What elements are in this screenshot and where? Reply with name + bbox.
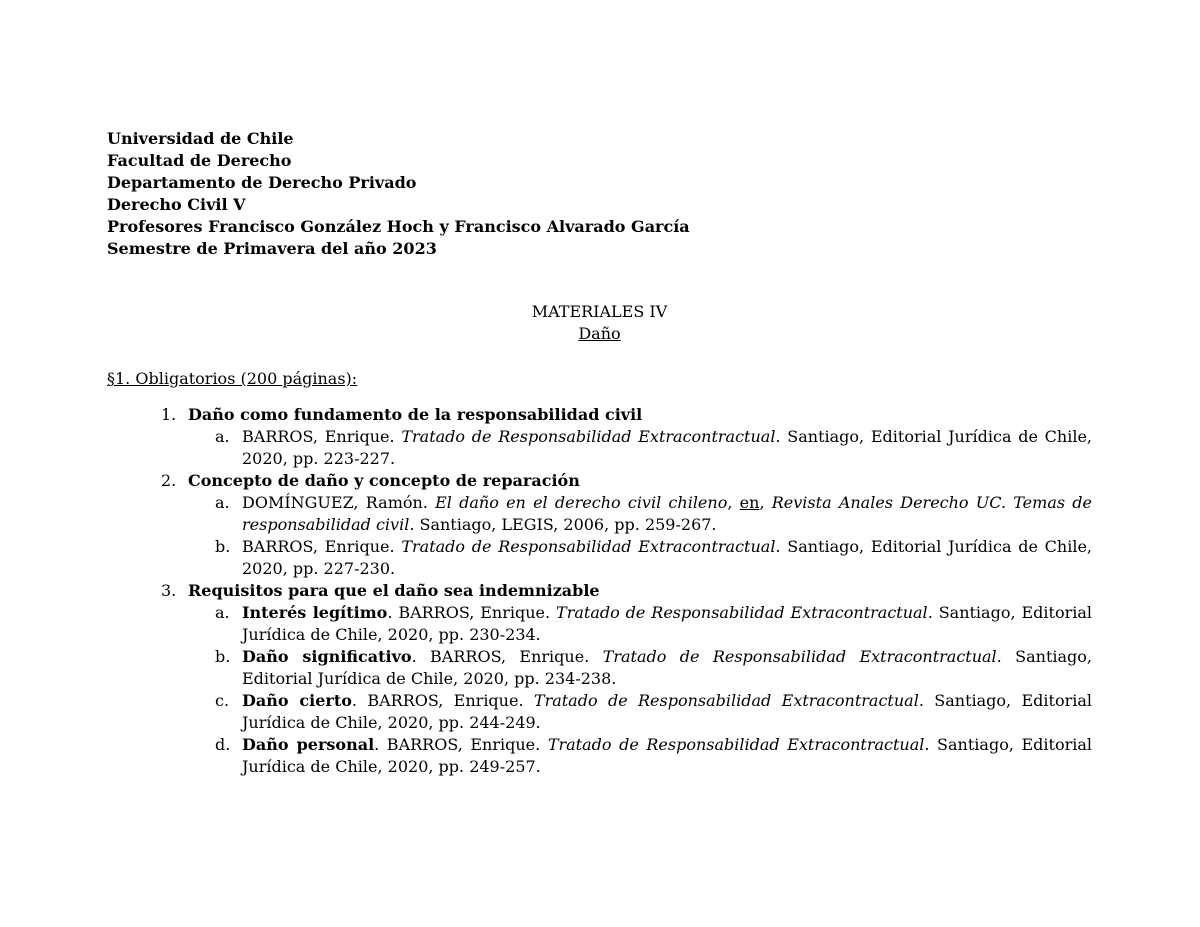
reference-en: en (739, 493, 760, 512)
reference-lead-term: Daño significativo (242, 647, 412, 666)
reference-author: . BARROS, Enrique. (351, 691, 534, 710)
header-faculty: Facultad de Derecho (107, 151, 292, 170)
reference-letter: c. (215, 691, 230, 710)
reference-publication: . Santiago, Editorial Jurídica de Chile, 2020, pp. 244-249. (242, 691, 1092, 732)
header-university: Universidad de Chile (107, 129, 294, 148)
reference-item (188, 536, 1092, 580)
reference-letter: a. (215, 427, 230, 446)
reference-letter: a. (215, 603, 230, 622)
header-semester: Semestre de Primavera del año 2023 (107, 239, 437, 258)
reference-book-title: Tratado de Responsabilidad Extracontractual (401, 537, 776, 556)
reference-letter: d. (215, 735, 231, 754)
reference-book-title: Tratado de Responsabilidad Extracontractual (602, 647, 997, 666)
reference-item (188, 492, 1092, 536)
reference-book-title: Tratado de Responsabilidad Extracontractual (547, 735, 925, 754)
reference-item (188, 602, 1092, 646)
document-title: MATERIALES IV (531, 302, 668, 321)
reference-item (188, 690, 1092, 734)
section-heading: §1. Obligatorios (200 páginas): (107, 369, 358, 388)
reference-publication: . Santiago, Editorial Jurídica de Chile, 2020, pp. 249-257. (242, 735, 1093, 776)
reference-list (188, 602, 1092, 778)
reference-book-title: Tratado de Responsabilidad Extracontractual (401, 427, 776, 446)
header-professors: Profesores Francisco González Hoch y Francisco Alvarado García (107, 217, 690, 236)
topic-number: 2. (161, 471, 177, 490)
topic-title: Requisitos para que el daño sea indemnizable (188, 581, 600, 600)
reference-letter: a. (215, 493, 230, 512)
reference-item (188, 734, 1092, 778)
document-subtitle: Daño (578, 324, 621, 343)
reference-article-title: El daño en el derecho civil chileno (435, 493, 728, 512)
document-title-block (107, 301, 1092, 345)
reference-letter: b. (215, 537, 231, 556)
reference-author: BARROS, Enrique. (242, 427, 402, 446)
reference-book-title: Tratado de Responsabilidad Extracontractual (556, 603, 928, 622)
reference-separator: , (727, 493, 740, 512)
topic-number: 3. (161, 581, 177, 600)
reference-book-title: Tratado de Responsabilidad Extracontractual (533, 691, 919, 710)
reference-publication: . Santiago, Editorial Jurídica de Chile, 2020, pp. 230-234. (242, 603, 1092, 644)
reference-item (188, 426, 1092, 470)
reference-publication: . Santiago, Editorial Jurídica de Chile, 2020, pp. 234-238. (242, 647, 1092, 688)
topic-item (107, 470, 1092, 580)
topic-item (107, 580, 1092, 778)
reference-item (188, 646, 1092, 690)
reference-author: . BARROS, Enrique. (387, 603, 557, 622)
topic-number: 1. (161, 405, 177, 424)
reference-author: BARROS, Enrique. (242, 537, 402, 556)
document-page (107, 128, 1092, 778)
reference-journal-title: Revista Anales Derecho UC. Temas de responsabilidad civil (242, 493, 1093, 534)
reference-lead-term: Daño cierto (242, 691, 352, 710)
reference-list (188, 426, 1092, 470)
reference-author: . BARROS, Enrique. (411, 647, 603, 666)
reference-publication: . Santiago, LEGIS, 2006, pp. 259-267. (409, 515, 717, 534)
topic-title: Daño como fundamento de la responsabilidad civil (188, 405, 643, 424)
reference-lead-term: Interés legítimo (242, 603, 388, 622)
reference-list (188, 492, 1092, 580)
topic-item (107, 404, 1092, 470)
header-course: Derecho Civil V (107, 195, 246, 214)
reference-lead-term: Daño personal (242, 735, 375, 754)
reference-letter: b. (215, 647, 231, 666)
institution-header (107, 128, 1092, 260)
reference-author: DOMÍNGUEZ, Ramón. (242, 493, 436, 512)
topic-list (107, 404, 1092, 778)
reference-author: . BARROS, Enrique. (374, 735, 548, 754)
reference-publication: . Santiago, Editorial Jurídica de Chile, 2020, pp. 227-230. (242, 537, 1093, 578)
header-department: Departamento de Derecho Privado (107, 173, 417, 192)
reference-separator: , (759, 493, 772, 512)
reference-publication: . Santiago, Editorial Jurídica de Chile, 2020, pp. 223-227. (242, 427, 1093, 468)
topic-title: Concepto de daño y concepto de reparación (188, 471, 580, 490)
